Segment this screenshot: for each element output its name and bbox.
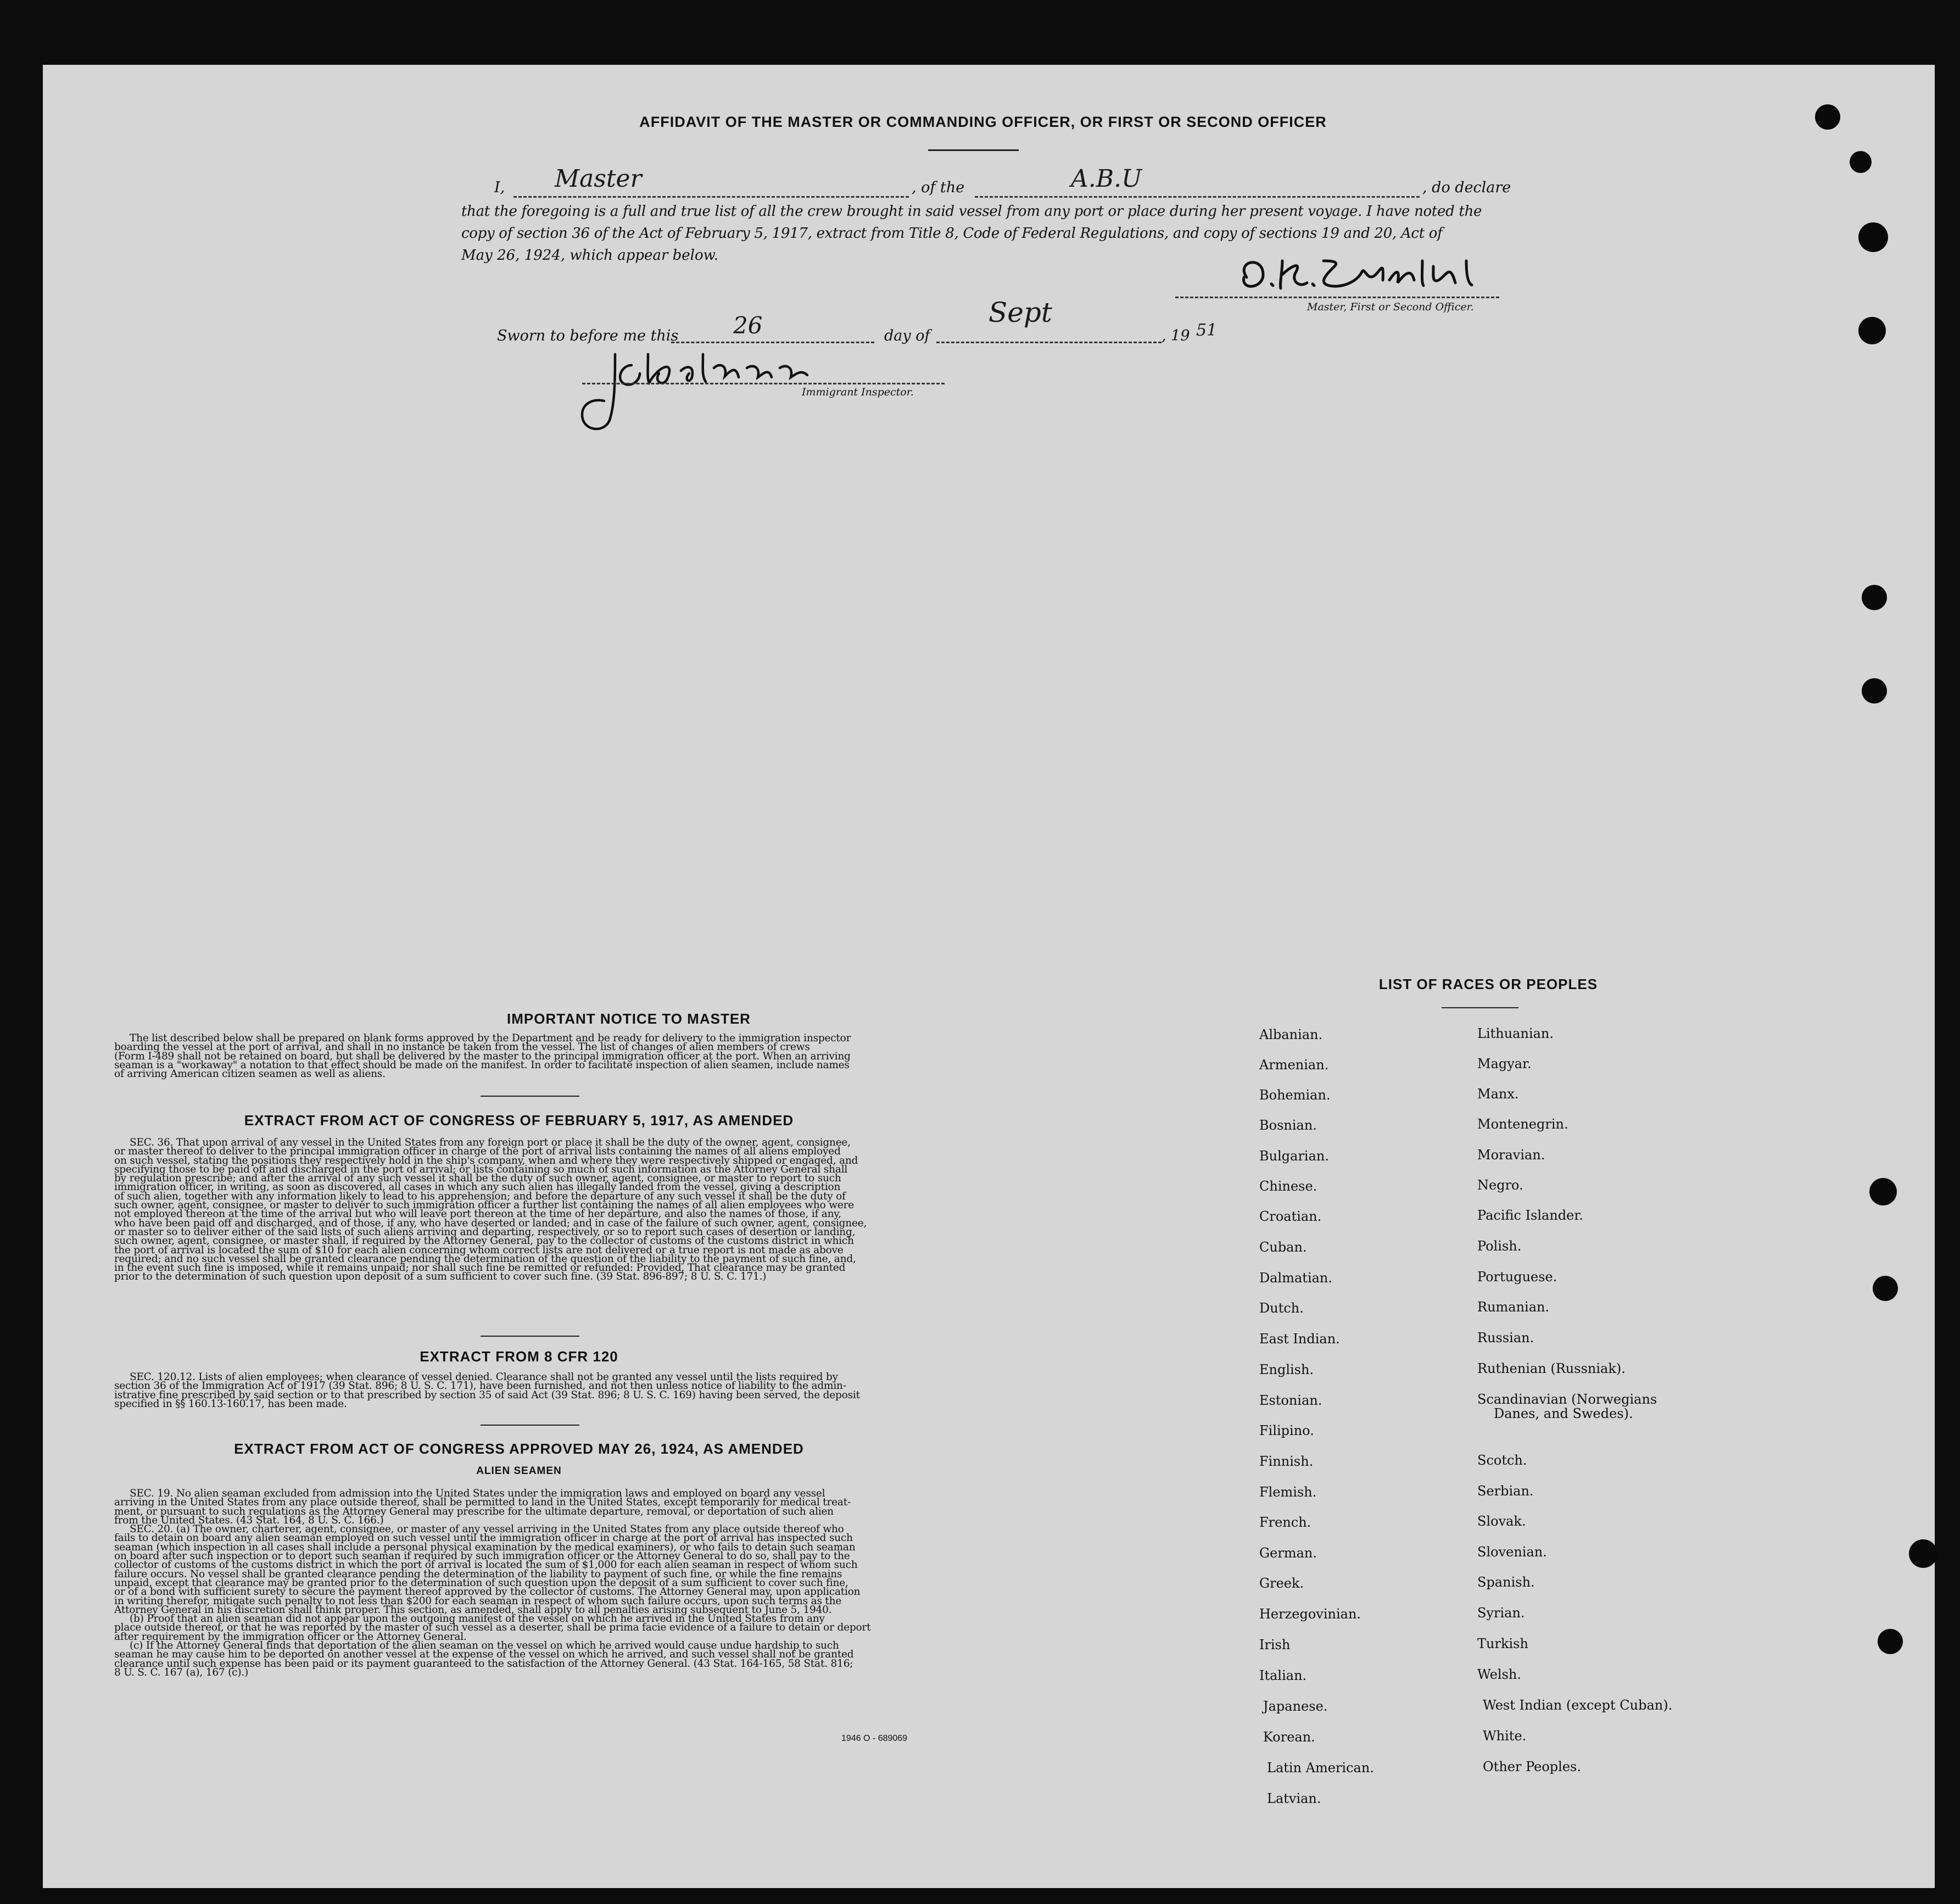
extract-1917-line: specifying those to be paid off and discharged in the port of arrival; or lists containing so much of such information as the Attorney General shall: [114, 1163, 848, 1175]
race-item: Italian.: [1259, 1668, 1307, 1683]
master-caption: Master, First or Second Officer.: [1307, 301, 1474, 313]
race-item: Danes, and Swedes).: [1494, 1406, 1633, 1421]
race-item: Pacific Islander.: [1477, 1208, 1583, 1223]
race-item: Montenegrin.: [1477, 1116, 1568, 1132]
of-the-label: , of the: [912, 179, 965, 196]
punch-hole: [1858, 317, 1886, 344]
punch-hole: [1815, 104, 1840, 130]
extract-1924-line: (b) Proof that an alien seaman did not appear upon the outgoing manifest of the vessel on which he arrived in the United States from any: [130, 1613, 825, 1625]
sworn-month-handwritten: Sept: [989, 297, 1052, 328]
race-item: Portuguese.: [1477, 1269, 1557, 1285]
sworn-month-line: [936, 342, 1162, 343]
extract-1924-line: on board after such inspection or to deport such seaman if required by such immigration officer or the Attorney General to do so, shall pay to the: [114, 1550, 850, 1562]
race-item: Japanese.: [1263, 1699, 1328, 1714]
race-item: Greek.: [1259, 1576, 1304, 1591]
do-declare-label: , do declare: [1422, 179, 1511, 196]
master-signature: [1230, 250, 1505, 299]
sworn-day-handwritten: 26: [733, 312, 763, 339]
race-item: English.: [1259, 1362, 1314, 1377]
notice-body: [114, 1034, 924, 1079]
extract-1917-line: immigration officer, in writing, as soon as discovered, all cases in which any such alien has illegally landed from the vessel, giving a description: [114, 1181, 841, 1193]
extract-1917-line: in the event such fine is imposed, while it remains unpaid; nor shall such fine be remitted or refunded: Provided, That clearance may be granted: [114, 1262, 846, 1274]
extract-1917-line: required; and no such vessel shall be granted clearance pending the determination of the question of the liability to the payment of such fine, and,: [114, 1253, 856, 1265]
race-item: Magyar.: [1477, 1056, 1532, 1071]
extract-1924-line: 8 U. S. C. 167 (a), 167 (c).): [114, 1666, 249, 1678]
race-item: Latvian.: [1267, 1791, 1321, 1806]
name-line: [513, 196, 909, 198]
race-item: White.: [1483, 1728, 1527, 1744]
extract-1924-line: Attorney General in his discretion shall think proper. This section, as amended, shall apply to all penalties arising subsequent to June 5, 1940.: [114, 1604, 832, 1616]
sworn-label: Sworn to before me this: [497, 327, 679, 344]
declaration-line-2: copy of section 36 of the Act of February 5, 1917, extract from Title 8, Code of Federal Regulations, and copy of sections 19 and 20, Act of: [461, 225, 1443, 242]
extract-1924-line: or of a bond with sufficient surety to secure the payment thereof approved by the collector of customs. The Attorney General may, upon application: [114, 1586, 861, 1598]
race-item: French.: [1259, 1515, 1311, 1530]
extract-1917-line: SEC. 36. That upon arrival of any vessel in the United States from any foreign port or place it shall be the duty of the owner, agent, consignee,: [130, 1137, 851, 1148]
race-item: Slovenian.: [1477, 1544, 1547, 1560]
vessel-line: [975, 196, 1420, 198]
notice-title: IMPORTANT NOTICE TO MASTER: [507, 1010, 751, 1027]
extract-cfr-title: EXTRACT FROM 8 CFR 120: [420, 1348, 618, 1365]
punch-hole: [1909, 1539, 1937, 1568]
race-item: Finnish.: [1259, 1454, 1314, 1469]
race-item: East Indian.: [1259, 1331, 1340, 1347]
inspector-caption: Immigrant Inspector.: [802, 386, 914, 398]
extract-1924-line: SEC. 19. No alien seaman excluded from admission into the United States under the immigration laws and employed on board any vessel: [130, 1488, 825, 1499]
race-item: Scotch.: [1477, 1453, 1527, 1468]
race-item: West Indian (except Cuban).: [1483, 1698, 1673, 1713]
race-item: Irish: [1259, 1637, 1291, 1652]
race-item: Ruthenian (Russniak).: [1477, 1361, 1626, 1376]
master-signature-line: [1175, 297, 1499, 298]
extract-cfr-line: section 36 of the Immigration Act of 1917 (39 Stat. 896; 8 U. S. C. 171), have been furnished, and not then unless notice of liability to the admin-: [114, 1380, 846, 1392]
inspector-signature-line: [582, 383, 945, 384]
notice-line: of arriving American citizen seamen as well as aliens.: [114, 1068, 386, 1080]
year-prefix: , 19: [1162, 327, 1190, 344]
extract-1917-line: prior to the determination of such question upon deposit of a sum sufficient to cover such fine. (39 Stat. 896-897; 8 U. S. C. 171.): [114, 1271, 767, 1283]
notice-line: (Form I-489 shall not be retained on board, but shall be delivered by the master to the principal immigration officer at the port. When an arriving: [114, 1050, 851, 1062]
extract-1917-line: such owner, agent, consignee, or master shall, if required by the Attorney General, pay to the collector of customs of the customs district in which: [114, 1235, 854, 1247]
extract-1917-line: on such vessel, stating the positions they respectively hold in the ship's company, when and where they were respectively shipped or engaged, and: [114, 1154, 858, 1166]
extract-cfr-line: specified in §§ 160.13-160.17, has been made.: [114, 1398, 347, 1410]
extract-1924-title: EXTRACT FROM ACT OF CONGRESS APPROVED MAY 26, 1924, AS AMENDED: [234, 1440, 804, 1457]
notice-line: The list described below shall be prepared on blank forms approved by the Department and be ready for delivery to the immigration inspector: [130, 1032, 851, 1044]
race-item: Manx.: [1477, 1086, 1519, 1102]
extract-1917-line: not employed thereon at the time of the arrival but who will leave port thereon at the time of her departure, and also the names of those, if any,: [114, 1208, 841, 1220]
extract-1924-line: place outside thereof, or that he was reported by the master of such vessel as a deserter, shall be prima facie evidence of a failure to detain or deport: [114, 1622, 871, 1634]
inspector-signature: [571, 343, 835, 437]
extract-1924-line: from the United States. (43 Stat. 164, 8 U. S. C. 166.): [114, 1514, 384, 1526]
race-item: Serbian.: [1477, 1483, 1534, 1499]
race-item: Korean.: [1263, 1729, 1315, 1745]
race-item: Rumanian.: [1477, 1299, 1550, 1315]
races-title-underline: [1442, 1007, 1518, 1008]
notice-line: seaman is a "workaway" a notation to that effect should be made on the manifest. In order to facilitate inspection of alien seamen, include names: [114, 1059, 850, 1071]
extract-1924-line: failure occurs. No vessel shall be granted clearance pending the determination of the liability to payment of such fine, or while the fine remains: [114, 1568, 842, 1580]
extract-1917-line: the port of arrival is located the sum of $10 for each alien concerning whom correct lists are not delivered or a true report is not made as above: [114, 1244, 844, 1256]
punch-hole: [1862, 678, 1887, 703]
extract-cfr-line: istrative fine prescribed by said section or to that prescribed by section 35 of said Act (39 Stat. 896; 8 U. S. C. 169) having been served, the deposit: [114, 1389, 860, 1401]
title-underline: [928, 149, 1019, 151]
extract-1917-line: of such alien, together with any information likely to lead to his apprehension; and before the departure of any such vessel it shall be the duty of: [114, 1190, 846, 1202]
race-item: Moravian.: [1477, 1147, 1545, 1163]
punch-hole: [1873, 1276, 1898, 1301]
race-item: Latin American.: [1267, 1760, 1374, 1775]
race-item: Russian.: [1477, 1330, 1534, 1345]
race-item: Lithuanian.: [1477, 1026, 1554, 1041]
sworn-year-handwritten: 51: [1196, 321, 1218, 340]
race-item: Flemish.: [1259, 1484, 1317, 1500]
extract-1917-title: EXTRACT FROM ACT OF CONGRESS OF FEBRUARY 5, 1917, AS AMENDED: [244, 1112, 794, 1129]
extract-1924-line: clearance until such expense has been paid or its payment guaranteed to the satisfaction of the Attorney General. (43 Stat. 164-165, 58 Stat. 816;: [114, 1657, 853, 1670]
extract-1917-line: by regulation prescribe; and after the arrival of any such vessel it shall be the duty of such owner, agent, consignee, or master to report to such: [114, 1172, 841, 1185]
race-item: Filipino.: [1259, 1423, 1314, 1438]
race-item: Armenian.: [1259, 1057, 1329, 1073]
extract-1924-line: unpaid, except that clearance may be granted prior to the determination of such question upon the deposit of a sum sufficient to cover such fine,: [114, 1577, 848, 1589]
print-code: 1946 O - 689069: [841, 1734, 908, 1743]
race-item: Turkish: [1477, 1636, 1528, 1651]
extract-1917-line: who have been paid off and discharged, and of those, if any, who have deserted or landed; and in case of the failure of such owner, agent, consignee,: [114, 1217, 867, 1229]
race-item: Bosnian.: [1259, 1118, 1317, 1133]
race-item: Bohemian.: [1259, 1087, 1331, 1103]
race-item: Welsh.: [1477, 1667, 1521, 1682]
extract-1924-line: ment, or pursuant to such regulations as the Attorney General may prescribe for the ultimate departure, removal, or deportation of such alien: [114, 1505, 834, 1517]
extract-1924-line: (c) If the Attorney General finds that deportation of the alien seaman on the vessel on which he arrived would cause undue hardship to such: [130, 1640, 839, 1652]
extract-1924-line: seaman he may cause him to be deported on another vessel at the expense of the vessel on which he arrived, and such vessel shall not be granted: [114, 1649, 854, 1661]
i-label: I,: [494, 179, 505, 196]
extract-1924-line: SEC. 20. (a) The owner, charterer, agent, consignee, or master of any vessel arriving in the United States from any place outside thereof who: [130, 1523, 844, 1536]
race-item: Croatian.: [1259, 1209, 1322, 1224]
divider: [481, 1096, 579, 1097]
race-item: Herzegovinian.: [1259, 1606, 1361, 1622]
extract-1924-line: seaman (which inspection in all cases shall include a personal physical examination by the medical examiners), or who fails to detain such seaman: [114, 1541, 856, 1553]
extract-1924-subtitle: ALIEN SEAMEN: [476, 1465, 562, 1477]
day-of-label: day of: [884, 327, 930, 344]
race-item: Polish.: [1477, 1238, 1522, 1254]
divider: [481, 1425, 579, 1426]
master-name-handwritten: Master: [555, 165, 642, 193]
race-item: Slovak.: [1477, 1514, 1526, 1529]
race-item: German.: [1259, 1545, 1317, 1561]
extract-1924-line: after requirement by the immigration officer or the Attorney General.: [114, 1631, 467, 1643]
extract-1917-line: such owner, agent, consignee, or master to deliver to such immigration officer a further list containing the names of all alien employees who were: [114, 1199, 854, 1211]
notice-line: boarding the vessel at the port of arrival, and shall in no instance be taken from the vessel. The list of changes of alien members of crews: [114, 1041, 810, 1053]
vessel-name-handwritten: A.B.U: [1071, 165, 1142, 193]
extract-1924-line: in writing therefor, mitigate such penalty to not less than $200 for each seaman in respect of whom such failure occurs, upon such terms as the: [114, 1595, 842, 1607]
extract-1924-body: [114, 1489, 924, 1677]
race-item: Dutch.: [1259, 1300, 1304, 1316]
punch-hole: [1869, 1178, 1897, 1205]
race-item: Scandinavian (Norwegians: [1477, 1392, 1657, 1407]
punch-hole: [1850, 151, 1872, 173]
race-item: Other Peoples.: [1483, 1759, 1581, 1774]
race-item: Bulgarian.: [1259, 1148, 1329, 1164]
extract-cfr-body: [114, 1373, 924, 1409]
race-item: Estonian.: [1259, 1393, 1322, 1408]
punch-hole: [1858, 222, 1888, 252]
extract-1917-line: or master thereof to deliver to the principal immigration officer in charge of the port of arrival lists containing the names of all aliens employed: [114, 1146, 841, 1158]
race-item: Spanish.: [1477, 1574, 1535, 1590]
extract-1924-line: fails to detain on board any alien seaman employed on such vessel until the immigration officer in charge at the port of arrival has inspected such: [114, 1532, 853, 1544]
extract-1917-line: or master so to deliver either of the said lists of such aliens arriving and departing, respectively, or so to report such cases of desertion or landing,: [114, 1226, 856, 1238]
race-item: Albanian.: [1259, 1027, 1323, 1042]
race-item: Syrian.: [1477, 1605, 1525, 1621]
punch-hole: [1862, 585, 1887, 610]
declaration-line-1: that the foregoing is a full and true list of all the crew brought in said vessel from any port or place during her present voyage. I have noted the: [461, 203, 1482, 220]
race-item: Negro.: [1477, 1177, 1523, 1193]
extract-cfr-line: SEC. 120.12. Lists of alien employees; when clearance of vessel denied. Clearance shall not be granted any vessel until the lists required by: [130, 1371, 838, 1383]
punch-hole: [1878, 1629, 1903, 1654]
extract-1924-line: arriving in the United States from any place outside thereof, shall be permitted to land in the United States, except temporarily for medical treat-: [114, 1497, 851, 1509]
race-item: Chinese.: [1259, 1179, 1317, 1194]
divider: [481, 1336, 579, 1337]
extract-1924-line: collector of customs of the customs district in which the port of arrival is located the sum of $1,000 for each alien seaman in respect of whom such: [114, 1559, 858, 1571]
affidavit-title: AFFIDAVIT OF THE MASTER OR COMMANDING OFFICER, OR FIRST OR SECOND OFFICER: [639, 114, 1327, 130]
race-item: Cuban.: [1259, 1239, 1307, 1255]
declaration-line-3: May 26, 1924, which appear below.: [461, 247, 719, 264]
extract-1917-body: [114, 1138, 924, 1282]
races-title: LIST OF RACES OR PEOPLES: [1378, 976, 1598, 992]
race-item: Dalmatian.: [1259, 1270, 1333, 1286]
